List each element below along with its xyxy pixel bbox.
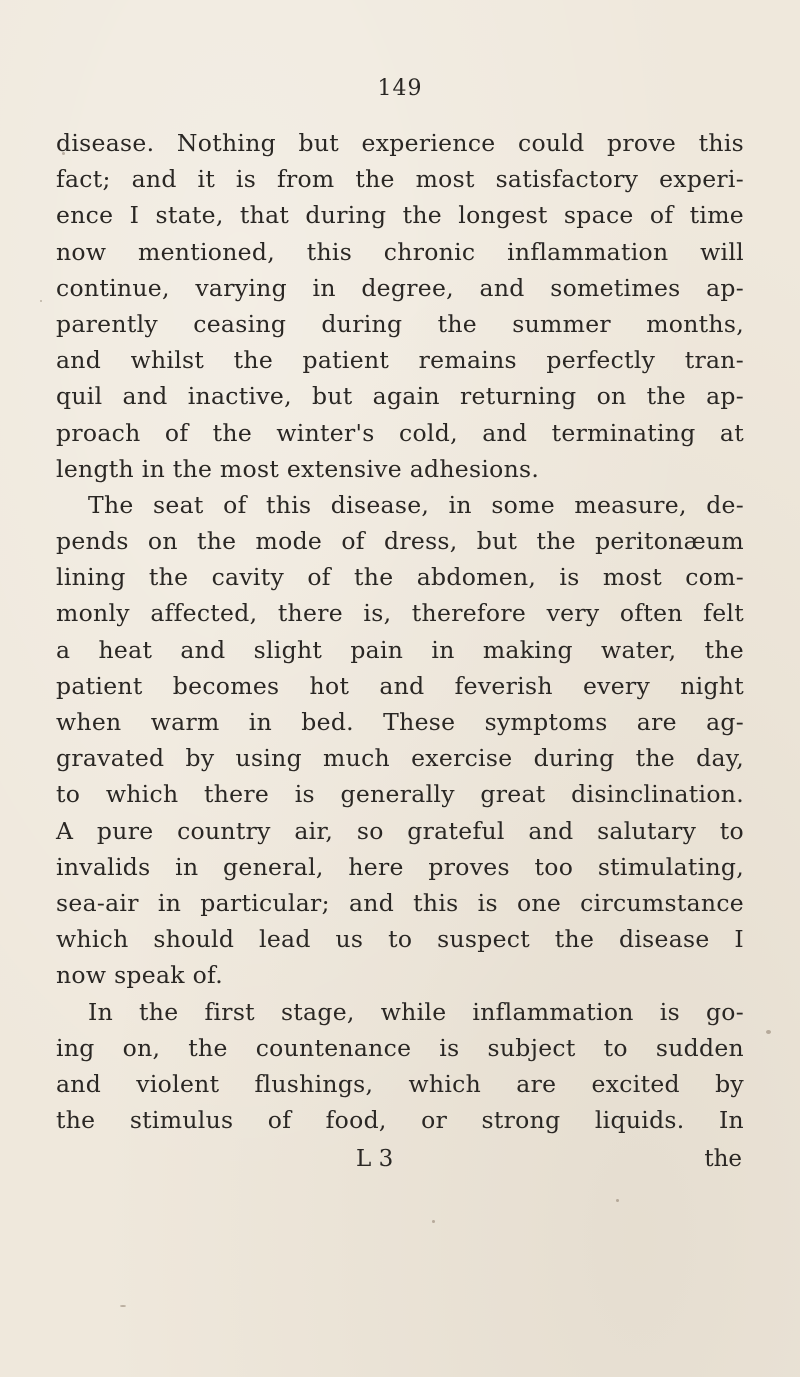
text-line: parently ceasing during the summer months,: [56, 309, 744, 338]
text-line: lining the cavity of the abdomen, is most com-: [56, 563, 744, 592]
page-number: 149: [377, 76, 423, 101]
text-line: now speak of.: [56, 961, 223, 990]
text-line: length in the most extensive adhesions.: [56, 454, 540, 483]
text-line: A pure country air, so grateful and salutary to: [56, 816, 744, 845]
text-line: proach of the winter's cold, and terminating at: [56, 418, 744, 447]
text-line: continue, varying in degree, and sometimes ap-: [56, 273, 744, 302]
text-line: invalids in general, here proves too stimulating,: [56, 852, 744, 881]
ink-speck: [616, 1199, 619, 1202]
text-line: monly affected, there is, therefore very often felt: [56, 599, 744, 628]
text-line: In the first stage, while inflammation is go-: [88, 997, 744, 1026]
text-line: now mentioned, this chronic inflammation will: [56, 237, 744, 266]
text-line: when warm in bed. These symptoms are ag-: [56, 708, 744, 736]
text-line: pends on the mode of dress, but the peritonæum: [56, 527, 744, 556]
text-line: patient becomes hot and feverish every night: [56, 671, 744, 700]
text-line: quil and inactive, but again returning on the ap-: [56, 382, 744, 411]
text-line: the stimulus of food, or strong liquids. In: [56, 1106, 744, 1135]
text-line: and whilst the patient remains perfectly tran-: [56, 346, 744, 375]
text-line: a heat and slight pain in making water, the: [56, 635, 744, 664]
text-line: gravated by using much exercise during the day,: [56, 744, 744, 773]
signature-mark: L 3: [356, 1146, 394, 1172]
text-line: ing on, the countenance is subject to sudden: [56, 1033, 744, 1062]
text-line: disease. Nothing but experience could prove this: [56, 129, 744, 157]
text-line: ence I state, that during the longest space of time: [56, 201, 744, 230]
catchword: the: [704, 1146, 742, 1172]
page-footer: [56, 1141, 744, 1177]
ink-speck: [62, 152, 65, 155]
text-line: and violent flushings, which are excited by: [56, 1069, 744, 1098]
ink-speck: [432, 1220, 435, 1223]
text-line: fact; and it is from the most satisfactory experi-: [56, 165, 744, 194]
body-text: [56, 125, 744, 1138]
ink-speck: [40, 300, 42, 302]
ink-speck: [766, 1030, 771, 1034]
text-line: to which there is generally great disinclination.: [56, 780, 744, 809]
text-line: sea-air in particular; and this is one circumstance: [56, 888, 744, 917]
text-line: The seat of this disease, in some measure, de-: [88, 490, 744, 519]
text-line: which should lead us to suspect the disease I: [56, 925, 744, 954]
ink-speck: [120, 1305, 126, 1307]
